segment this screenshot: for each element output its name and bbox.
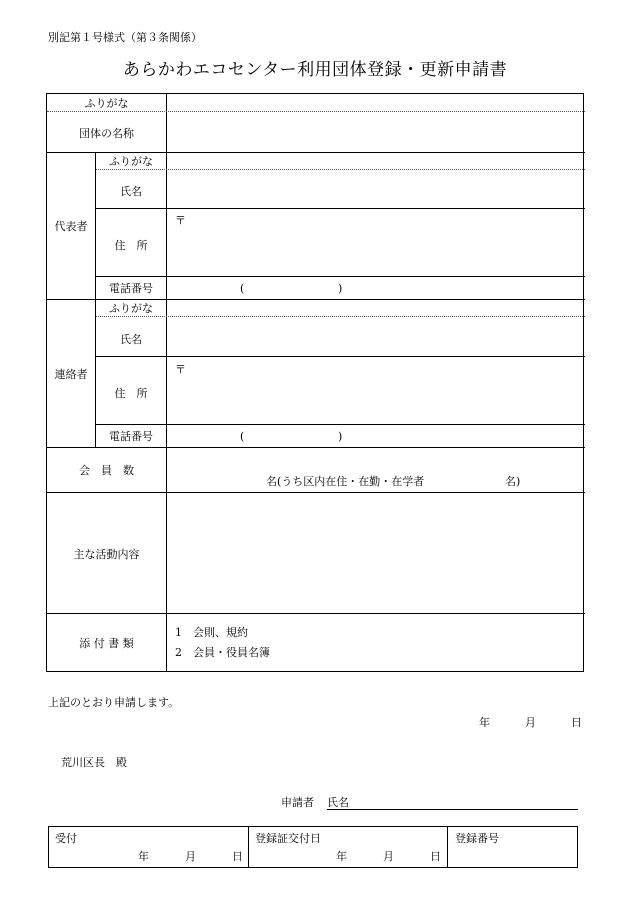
contact-name-label: 氏名 bbox=[120, 333, 142, 346]
row-divider bbox=[96, 208, 585, 209]
application-date-field[interactable] bbox=[420, 714, 580, 732]
cert-issue-date-label: 登録証交付日 bbox=[255, 832, 321, 845]
contact-furigana-field[interactable] bbox=[168, 301, 583, 315]
furigana-divider bbox=[47, 111, 585, 112]
group-furigana-label: ふりがな bbox=[84, 97, 129, 110]
row-divider bbox=[47, 299, 585, 300]
received-year: 年 bbox=[138, 850, 149, 863]
rep-phone-field[interactable] bbox=[168, 278, 583, 298]
form-id: 別記第１号様式（第３条関係） bbox=[48, 31, 202, 44]
group-name-field[interactable] bbox=[168, 113, 583, 151]
contact-phone-paren-open: ( bbox=[240, 430, 245, 443]
addressee-text: 荒川区長 殿 bbox=[61, 756, 127, 769]
group-name-label: 団体の名称 bbox=[79, 127, 134, 140]
rep-furigana-field[interactable] bbox=[168, 154, 583, 168]
office-divider bbox=[447, 827, 448, 867]
applicant-name-field[interactable] bbox=[350, 793, 578, 809]
activities-field[interactable] bbox=[168, 495, 583, 612]
rep-address-label: 住 所 bbox=[114, 239, 148, 252]
rep-name-label: 氏名 bbox=[120, 185, 142, 198]
date-month-label: 月 bbox=[525, 716, 536, 729]
rep-name-field[interactable] bbox=[168, 171, 583, 207]
received-day: 日 bbox=[232, 850, 243, 863]
rep-furigana-divider bbox=[96, 169, 585, 170]
cert-issue-day: 日 bbox=[430, 850, 441, 863]
office-use-table bbox=[48, 826, 578, 868]
members-count-field[interactable] bbox=[168, 450, 263, 490]
members-label: 会 員 数 bbox=[79, 464, 134, 477]
attachment-item: 2 会員・役員名簿 bbox=[175, 646, 270, 659]
contact-phone-label: 電話番号 bbox=[109, 430, 153, 443]
row-divider bbox=[96, 356, 585, 357]
contact-phone-field[interactable] bbox=[168, 426, 583, 446]
row-divider bbox=[47, 152, 585, 153]
date-year-label: 年 bbox=[479, 716, 490, 729]
rep-furigana-label: ふりがな bbox=[109, 155, 153, 168]
received-month: 月 bbox=[185, 850, 196, 863]
reg-number-label: 登録番号 bbox=[455, 832, 499, 845]
applicant-label: 申請者 bbox=[281, 796, 314, 809]
statement-text: 上記のとおり申請します。 bbox=[48, 696, 180, 709]
representative-label: 代表者 bbox=[54, 220, 88, 233]
applicant-signature-line bbox=[327, 809, 578, 810]
contact-address-label: 住 所 bbox=[114, 387, 148, 400]
row-divider bbox=[47, 492, 585, 493]
row-divider bbox=[47, 447, 585, 448]
contact-furigana-label: ふりがな bbox=[109, 302, 153, 315]
group-furigana-field[interactable] bbox=[168, 95, 583, 110]
rep-postal-mark: 〒 bbox=[175, 214, 186, 227]
attachment-item: 1 会則、規約 bbox=[175, 626, 248, 639]
applicant-name-label: 氏名 bbox=[327, 796, 349, 809]
contact-address-field[interactable] bbox=[187, 358, 583, 423]
members-unit-close: 名) bbox=[505, 475, 521, 488]
received-label: 受付 bbox=[55, 832, 77, 845]
contact-phone-paren-close: ) bbox=[338, 430, 343, 443]
contact-furigana-divider bbox=[96, 316, 585, 317]
cert-issue-month: 月 bbox=[383, 850, 394, 863]
members-unit-text: 名(うち区内在住・在勤・在学者 bbox=[266, 475, 425, 488]
rep-address-field[interactable] bbox=[187, 210, 583, 275]
contact-postal-mark: 〒 bbox=[175, 363, 186, 376]
contact-name-field[interactable] bbox=[168, 318, 583, 355]
rep-phone-paren-close: ) bbox=[338, 282, 343, 295]
attachments-label: 添 付 書 類 bbox=[79, 637, 134, 650]
rep-phone-label: 電話番号 bbox=[109, 282, 153, 295]
office-divider bbox=[248, 827, 249, 867]
date-day-label: 日 bbox=[571, 716, 582, 729]
cert-issue-year: 年 bbox=[336, 850, 347, 863]
rep-phone-paren-open: ( bbox=[240, 282, 245, 295]
row-divider bbox=[96, 424, 585, 425]
members-local-count-field[interactable] bbox=[439, 472, 501, 490]
column-divider bbox=[166, 94, 167, 672]
page-title: あらかわエコセンター利用団体登録・更新申請書 bbox=[122, 60, 508, 80]
contact-label: 連絡者 bbox=[54, 368, 88, 381]
row-divider bbox=[96, 276, 585, 277]
activities-label: 主な活動内容 bbox=[73, 548, 140, 561]
application-form-table bbox=[46, 93, 584, 672]
row-divider bbox=[47, 613, 585, 614]
